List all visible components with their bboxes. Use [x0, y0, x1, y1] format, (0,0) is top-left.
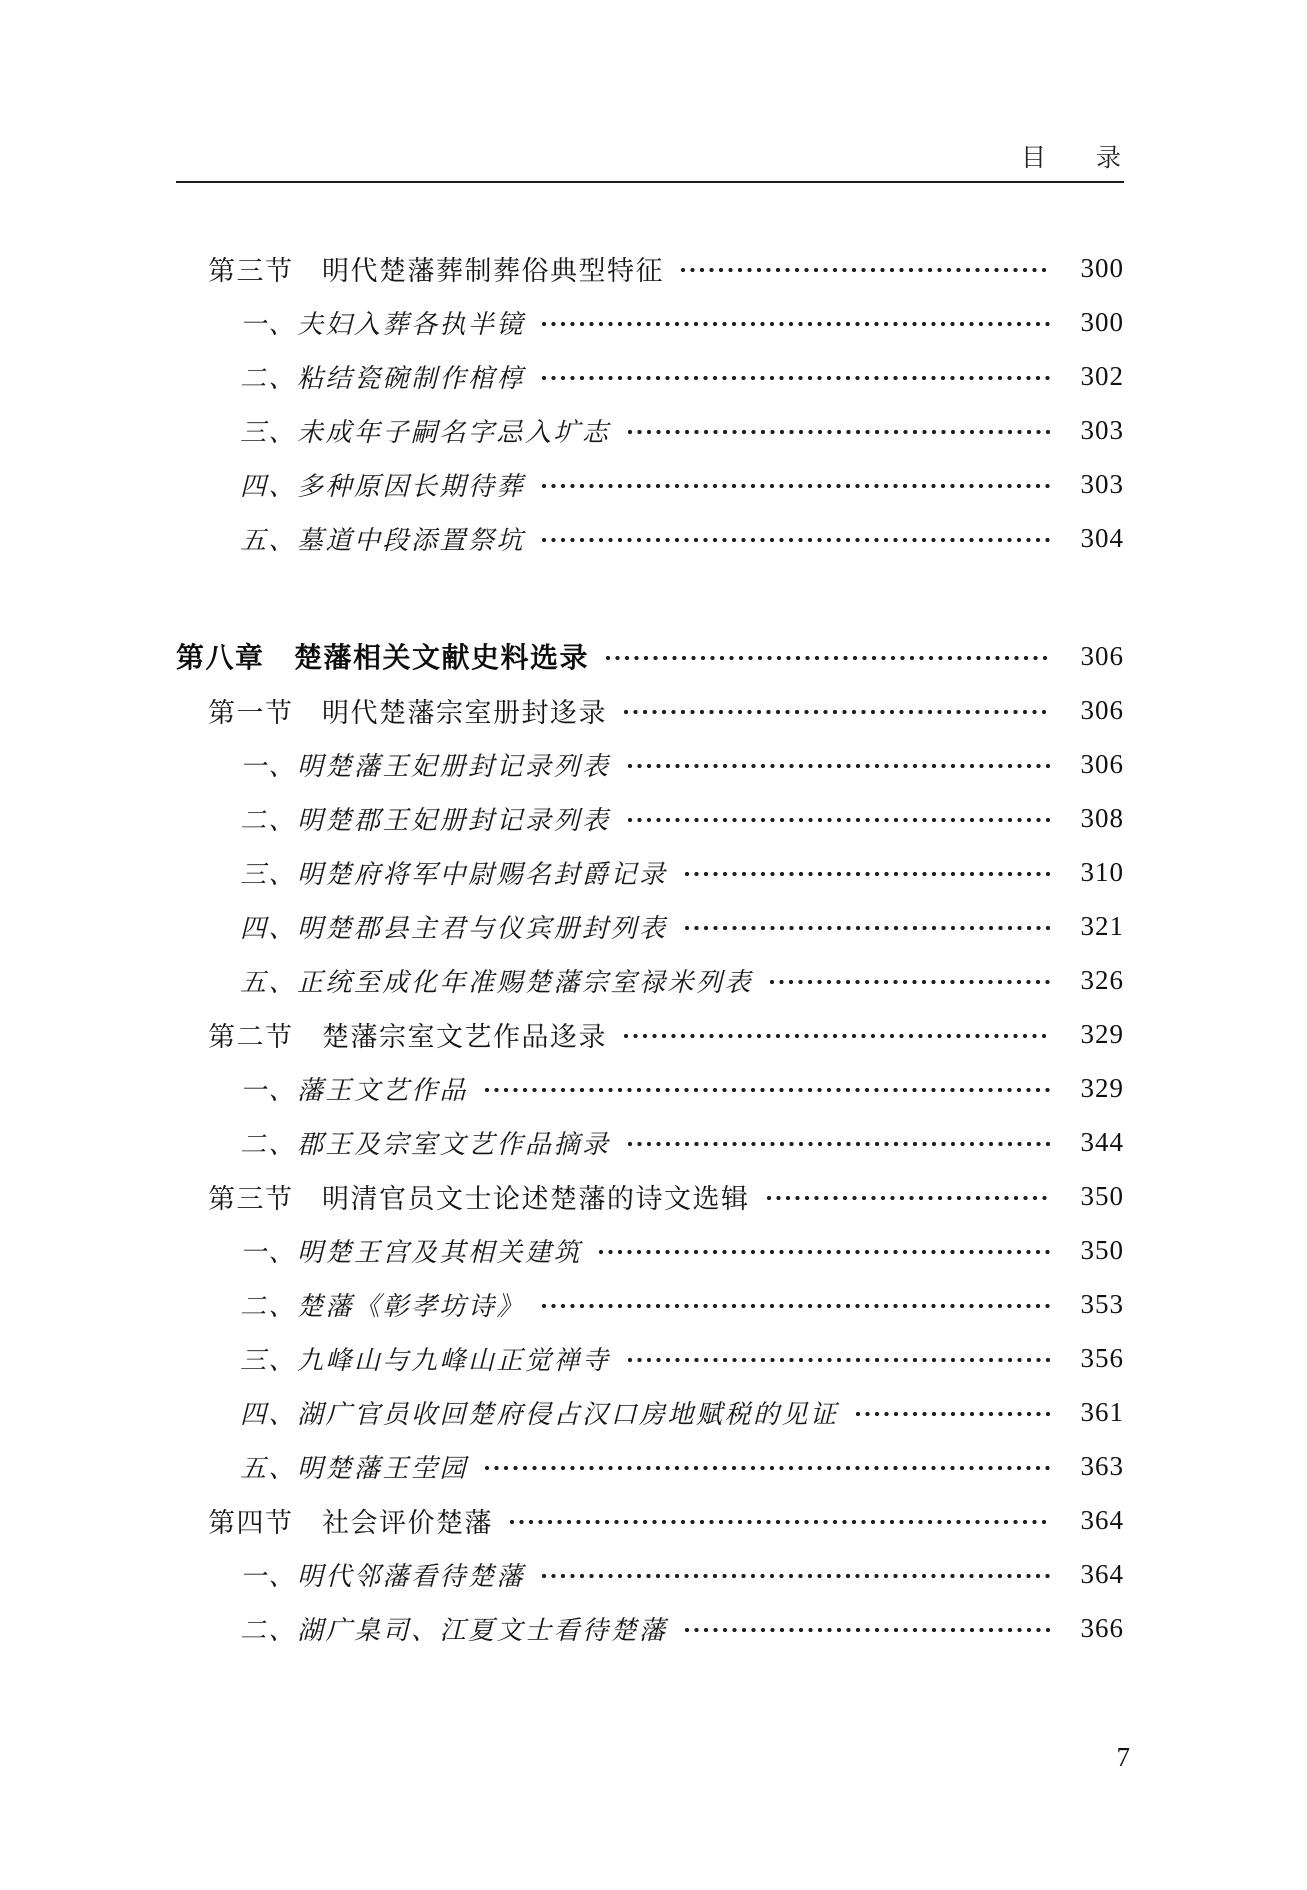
toc-entry-page-number: 356 — [1080, 1342, 1124, 1373]
dot-leader — [627, 763, 1050, 769]
toc-entry-page-number: 304 — [1080, 522, 1124, 553]
toc-row-item — [176, 899, 1124, 953]
toc-entry-title: 五、正统至成化年准赐楚藩宗室禄米列表 — [240, 967, 754, 997]
toc-entry-page-number: 353 — [1080, 1288, 1124, 1319]
toc-entry-page-number: 303 — [1080, 414, 1124, 445]
toc-entry-page-number: 363 — [1080, 1450, 1124, 1481]
toc-row-item — [176, 1439, 1124, 1493]
dot-leader — [509, 1519, 1050, 1525]
dot-leader — [684, 871, 1050, 877]
dot-leader — [766, 1195, 1051, 1201]
toc-entry-title: 二、楚藩《彰孝坊诗》 — [240, 1291, 526, 1321]
dot-leader — [855, 1411, 1050, 1417]
toc-entry-page-number: 361 — [1080, 1396, 1124, 1427]
toc-entry-page-number: 306 — [1080, 748, 1124, 779]
toc-entry-page-number: 326 — [1080, 964, 1124, 995]
folio-page-number: 7 — [1116, 1742, 1130, 1772]
dot-leader — [605, 655, 1050, 661]
toc-entry-title: 三、明楚府将军中尉赐名封爵记录 — [240, 859, 668, 889]
dot-leader — [541, 1303, 1050, 1309]
dot-leader — [484, 1465, 1050, 1471]
toc-row-section — [176, 1169, 1124, 1223]
toc-entry-title: 四、明楚郡县主君与仪宾册封列表 — [240, 913, 668, 943]
toc-entry-title: 第三节 明代楚藩葬制葬俗典型特征 — [208, 255, 664, 286]
toc-entry-title: 四、多种原因长期待葬 — [240, 471, 526, 501]
toc-row-item — [176, 1061, 1124, 1115]
toc-row-item — [176, 845, 1124, 899]
toc-entry-title: 一、藩王文艺作品 — [240, 1075, 469, 1105]
toc-entry-page-number: 321 — [1080, 910, 1124, 941]
dot-leader — [541, 321, 1050, 327]
dot-leader — [623, 709, 1050, 715]
toc-row-item — [176, 791, 1124, 845]
toc-row-item — [176, 1115, 1124, 1169]
toc-entry-page-number: 300 — [1080, 306, 1124, 337]
toc-row-item — [176, 295, 1124, 349]
toc-row-item — [176, 511, 1124, 565]
toc-entry-title: 第四节 社会评价楚藩 — [208, 1507, 493, 1538]
dot-leader — [627, 817, 1050, 823]
toc-entry-title: 五、明楚藩王茔园 — [240, 1453, 469, 1483]
toc-row-item — [176, 1547, 1124, 1601]
toc-row-item — [176, 1601, 1124, 1655]
toc-entry-page-number: 300 — [1080, 252, 1124, 283]
dot-leader — [541, 537, 1050, 543]
toc-entry-title: 第三节 明清官员文士论述楚藩的诗文选辑 — [208, 1183, 750, 1214]
toc-entry-page-number: 329 — [1080, 1018, 1124, 1049]
toc-entry-page-number: 310 — [1080, 856, 1124, 887]
toc-entry-title: 三、未成年子嗣名字忌入圹志 — [240, 417, 611, 447]
dot-leader — [541, 1573, 1050, 1579]
toc-row-item — [176, 403, 1124, 457]
toc-entry-page-number: 329 — [1080, 1072, 1124, 1103]
toc-entry-page-number: 302 — [1080, 360, 1124, 391]
dot-leader — [684, 1627, 1050, 1633]
toc-row-item — [176, 1223, 1124, 1277]
toc-entry-title: 第二节 楚藩宗室文艺作品迻录 — [208, 1021, 607, 1052]
toc-row-section — [176, 241, 1124, 295]
toc-entry-title: 一、夫妇入葬各执半镜 — [240, 309, 526, 339]
toc-entry-title: 四、湖广官员收回楚府侵占汉口房地赋税的见证 — [240, 1399, 839, 1429]
toc-entry-page-number: 364 — [1080, 1558, 1124, 1589]
toc-entry-title: 一、明楚王宫及其相关建筑 — [240, 1237, 583, 1267]
dot-leader — [541, 375, 1050, 381]
toc-entry-title: 第八章 楚藩相关文献史料选录 — [176, 642, 590, 673]
toc-row-section — [176, 1493, 1124, 1547]
dot-leader — [598, 1249, 1050, 1255]
header-rule — [176, 181, 1124, 183]
toc-entry-page-number: 364 — [1080, 1504, 1124, 1535]
toc-row-item — [176, 457, 1124, 511]
dot-leader — [623, 1033, 1050, 1039]
dot-leader — [680, 267, 1050, 273]
toc-row-item — [176, 349, 1124, 403]
dot-leader — [627, 1357, 1050, 1363]
toc-row-item — [176, 1277, 1124, 1331]
toc-row-item — [176, 953, 1124, 1007]
dot-leader — [484, 1087, 1050, 1093]
toc-entry-title: 第一节 明代楚藩宗室册封迻录 — [208, 697, 607, 728]
toc-entry-title: 一、明楚藩王妃册封记录列表 — [240, 751, 611, 781]
toc-entry-page-number: 306 — [1080, 694, 1124, 725]
toc-block-spacer — [176, 565, 1124, 629]
toc-entry-title: 二、明楚郡王妃册封记录列表 — [240, 805, 611, 835]
toc-entry-title: 三、九峰山与九峰山正觉禅寺 — [240, 1345, 611, 1375]
toc-entry-title: 五、墓道中段添置祭坑 — [240, 525, 526, 555]
toc-entry-title: 二、湖广臬司、江夏文士看待楚藩 — [240, 1615, 668, 1645]
toc-entry-page-number: 303 — [1080, 468, 1124, 499]
dot-leader — [541, 483, 1050, 489]
toc-row-item — [176, 1385, 1124, 1439]
toc-entry-page-number: 306 — [1080, 640, 1124, 671]
toc-list — [176, 241, 1124, 1655]
toc-entry-page-number: 308 — [1080, 802, 1124, 833]
toc-entry-page-number: 344 — [1080, 1126, 1124, 1157]
toc-entry-title: 二、粘结瓷碗制作棺椁 — [240, 363, 526, 393]
toc-row-section — [176, 683, 1124, 737]
dot-leader — [627, 1141, 1050, 1147]
toc-row-item — [176, 737, 1124, 791]
toc-row-item — [176, 1331, 1124, 1385]
dot-leader — [769, 979, 1050, 985]
toc-entry-page-number: 350 — [1080, 1234, 1124, 1265]
dot-leader — [627, 429, 1050, 435]
toc-row-section — [176, 1007, 1124, 1061]
toc-entry-title: 二、郡王及宗室文艺作品摘录 — [240, 1129, 611, 1159]
toc-row-chapter — [176, 629, 1124, 683]
toc-entry-page-number: 366 — [1080, 1612, 1124, 1643]
toc-entry-page-number: 350 — [1080, 1180, 1124, 1211]
dot-leader — [684, 925, 1050, 931]
toc-entry-title: 一、明代邻藩看待楚藩 — [240, 1561, 526, 1591]
running-head-title: 目 录 — [1020, 145, 1121, 172]
